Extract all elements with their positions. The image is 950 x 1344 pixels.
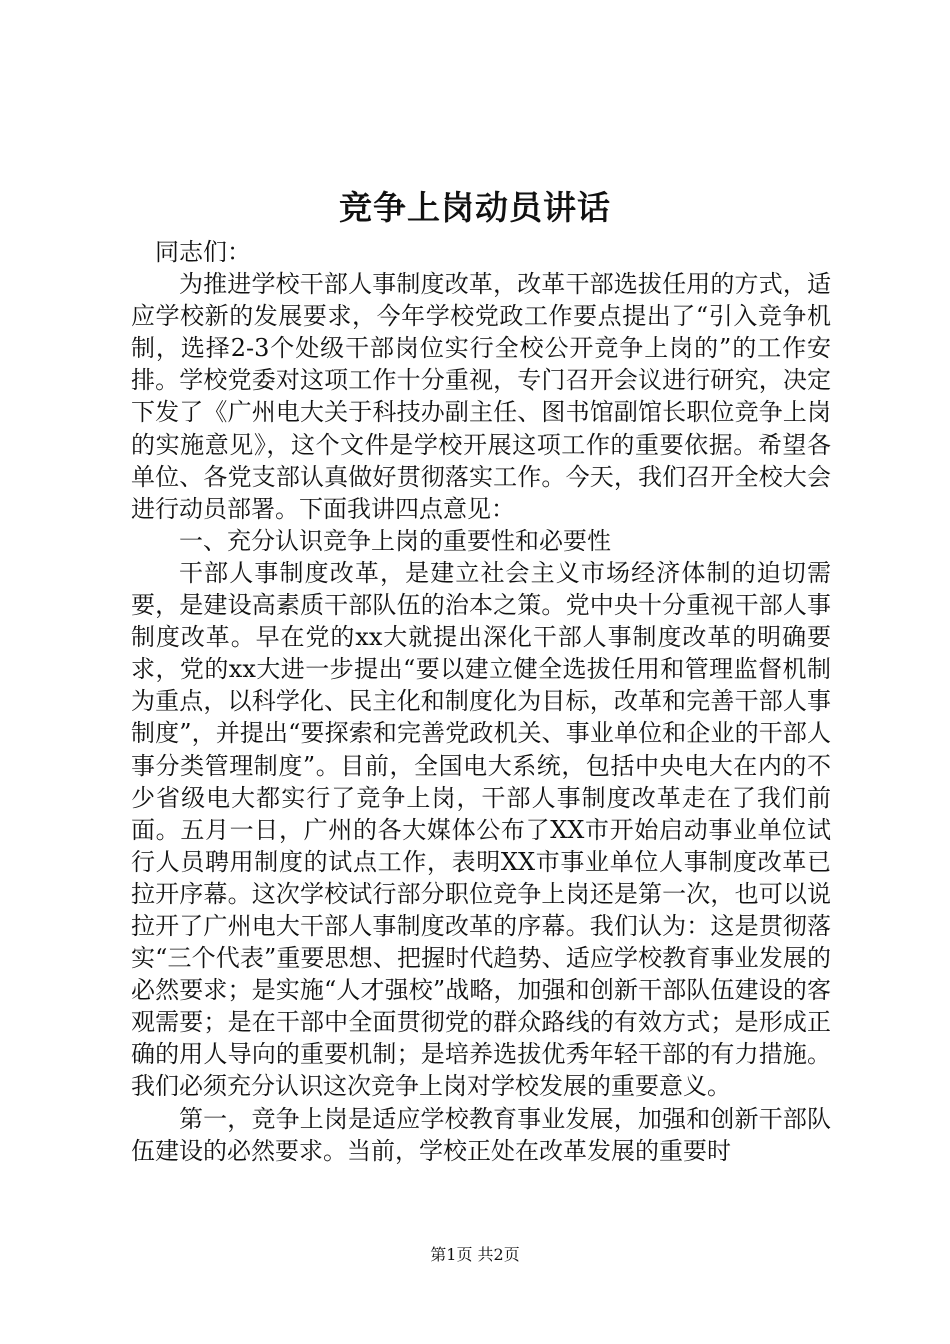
page-footer: 第1页 共2页 bbox=[430, 1245, 520, 1264]
paragraph-reform: 干部人事制度改革，是建立社会主义市场经济体制的迫切需要，是建设高素质干部队伍的治本之策。党中央十分重视干部人事制度改革。早在党的xx大就提出深化干部人事制度改革的明确要求，党的xx大进一步提出“要以建立健全选拔任用和管理监督机制为重点，以科学化、民主化和制度化为目标，改革和完善干部人事制度”，并提出“要探索和完善党政机关、事业单位和企业的干部人事分类管理制度”。目前，全国电大系统，包括中央电大在内的不少省级电大都实行了竞争上岗，干部人事制度改革走在了我们前面。五月一日，广州的各大媒体公布了XX市开始启动事业单位试行人员聘用制度的试点工作，表明XX市事业单位人事制度改革已拉开序幕。这次学校试行部分职位竞争上岗还是第一次，也可以说拉开了广州电大干部人事制度改革的序幕。我们认为：这是贯彻落实“三个代表”重要思想、把握时代趋势、适应学校教育事业发展的必然要求；是实施“人才强校”战略，加强和创新干部队伍建设的客观需要；是在干部中全面贯彻党的群众路线的有效方式；是形成正确的用人导向的重要机制；是培养选拔优秀年轻干部的有力措施。我们必须充分认识这次竞争上岗对学校发展的重要意义。 bbox=[131, 558, 831, 1101]
paragraph-first-point: 第一，竞争上岗是适应学校教育事业发展，加强和创新干部队伍建设的必然要求。当前，学校正处在改革发展的重要时 bbox=[131, 1104, 831, 1165]
salutation: 同志们： bbox=[155, 238, 251, 266]
document-body bbox=[131, 236, 831, 1167]
document-title: 竞争上岗动员讲话 bbox=[339, 188, 611, 227]
section-heading-1: 一、充分认识竞争上岗的重要性和必要性 bbox=[179, 526, 611, 555]
paragraph-intro: 为推进学校干部人事制度改革，改革干部选拔任用的方式，适应学校新的发展要求，今年学校党政工作要点提出了“引入竞争机制，选择2-3个处级干部岗位实行全校公开竞争上岗的”的工作安排。学校党委对这项工作十分重视，专门召开会议进行研究，决定下发了《广州电大关于科技办副主任、图书馆副馆长职位竞争上岗的实施意见》，这个文件是学校开展这项工作的重要依据。希望各单位、各党支部认真做好贯彻落实工作。今天，我们召开全校大会进行动员部署。下面我讲四点意见： bbox=[131, 270, 831, 523]
